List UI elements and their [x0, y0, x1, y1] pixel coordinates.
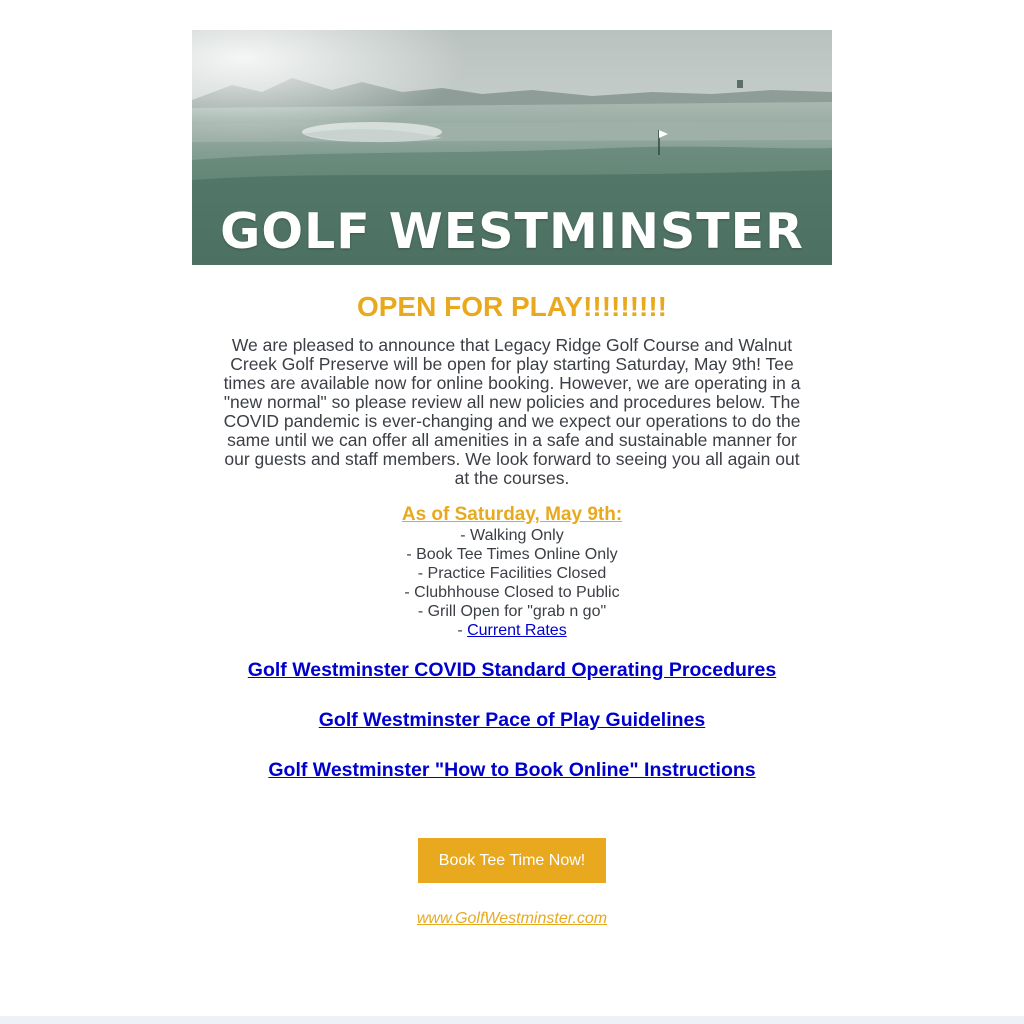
covid-sop-link-row: [192, 658, 832, 682]
footer-band: [0, 1016, 1024, 1024]
policy-item: - Clubhhouse Closed to Public: [404, 584, 620, 601]
website-link[interactable]: www.GolfWestminster.com: [416, 910, 608, 927]
pace-of-play-link[interactable]: Golf Westminster Pace of Play Guidelines: [318, 709, 706, 731]
policy-item: - Book Tee Times Online Only: [406, 546, 618, 563]
current-rates-link[interactable]: Current Rates: [467, 622, 567, 639]
policy-item: - Grill Open for "grab n go": [417, 603, 607, 620]
hero-banner: [192, 30, 832, 265]
pace-of-play-link-row: [192, 708, 832, 732]
policy-item: - Practice Facilities Closed: [417, 565, 607, 582]
intro-paragraph: We are pleased to announce that Legacy Ridge Golf Course and Walnut Creek Golf Preserve will be open for play starting Saturday, May 9th! Tee times are available now for online booking. However, we are operating in a "new normal" so please review all new policies and procedures below. The COVID pandemic is ever-changing and we expect our operations to do the same until we can offer all amenities in a safe and sustainable manner for our guests and staff members. We look forward to seeing you all again out at the courses.: [223, 335, 801, 488]
website-link-row: [192, 909, 832, 929]
hero-title: GOLF WESTMINSTER: [220, 203, 804, 260]
how-to-book-link-row: [192, 758, 832, 782]
policy-item: - Walking Only: [460, 527, 564, 544]
policies-heading: As of Saturday, May 9th:: [401, 504, 623, 525]
rates-prefix: -: [457, 622, 468, 639]
policies-list: [192, 526, 832, 640]
policy-item-rates: [192, 621, 832, 640]
how-to-book-link[interactable]: Golf Westminster "How to Book Online" Instructions: [268, 759, 756, 781]
covid-sop-link[interactable]: Golf Westminster COVID Standard Operating Procedures: [247, 659, 777, 681]
book-tee-time-button[interactable]: Book Tee Time Now!: [418, 838, 606, 883]
open-for-play-headline: OPEN FOR PLAY!!!!!!!!!: [356, 291, 668, 322]
